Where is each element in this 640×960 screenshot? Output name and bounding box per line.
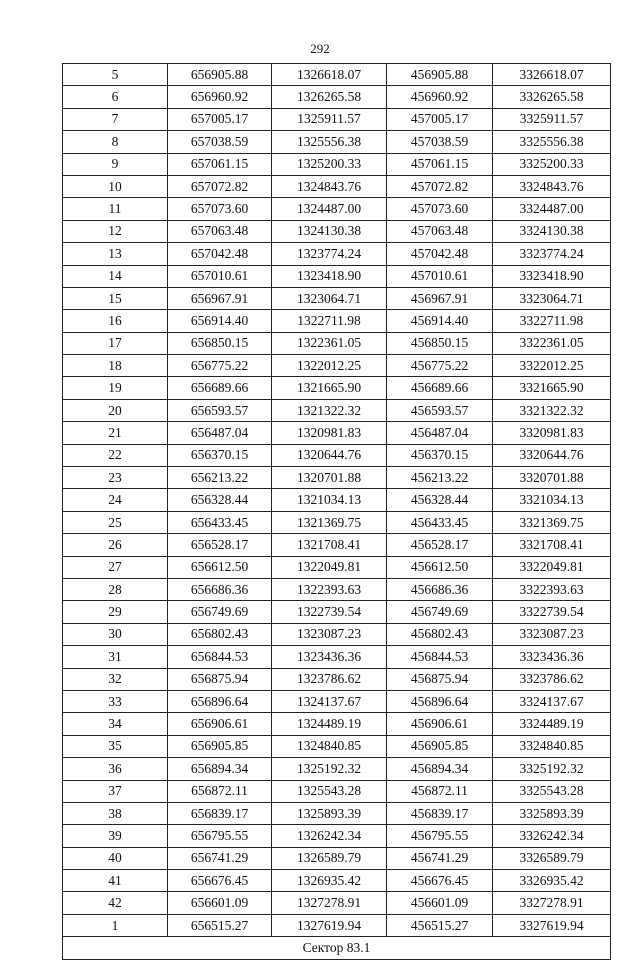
x-msk-coordinate-cell: 456370.15 [387, 444, 493, 466]
table-row [63, 556, 611, 578]
table-row [63, 131, 611, 153]
x-msk-coordinate-cell: 457042.48 [387, 243, 493, 265]
y-coordinate-cell: 1323418.90 [272, 265, 387, 287]
x-msk-coordinate-cell: 456960.92 [387, 86, 493, 108]
y-msk-coordinate-cell: 3320644.76 [493, 444, 611, 466]
point-number-cell: 1 [63, 914, 168, 936]
point-number-cell: 38 [63, 802, 168, 824]
x-msk-coordinate-cell: 456839.17 [387, 802, 493, 824]
x-msk-coordinate-cell: 456528.17 [387, 534, 493, 556]
x-msk-coordinate-cell: 456741.29 [387, 847, 493, 869]
y-coordinate-cell: 1322049.81 [272, 556, 387, 578]
x-coordinate-cell: 657038.59 [168, 131, 272, 153]
x-coordinate-cell: 656741.29 [168, 847, 272, 869]
x-coordinate-cell: 656850.15 [168, 332, 272, 354]
table-row [63, 870, 611, 892]
point-number-cell: 27 [63, 556, 168, 578]
y-msk-coordinate-cell: 3320981.83 [493, 422, 611, 444]
y-coordinate-cell: 1326265.58 [272, 86, 387, 108]
y-coordinate-cell: 1320981.83 [272, 422, 387, 444]
y-coordinate-cell: 1326242.34 [272, 825, 387, 847]
point-number-cell: 8 [63, 131, 168, 153]
point-number-cell: 21 [63, 422, 168, 444]
x-msk-coordinate-cell: 456213.22 [387, 467, 493, 489]
table-row [63, 892, 611, 914]
y-msk-coordinate-cell: 3325192.32 [493, 758, 611, 780]
x-coordinate-cell: 657063.48 [168, 220, 272, 242]
coordinates-table [62, 63, 611, 960]
point-number-cell: 25 [63, 511, 168, 533]
x-coordinate-cell: 657042.48 [168, 243, 272, 265]
y-msk-coordinate-cell: 3321322.32 [493, 399, 611, 421]
point-number-cell: 41 [63, 870, 168, 892]
point-number-cell: 42 [63, 892, 168, 914]
point-number-cell: 10 [63, 175, 168, 197]
table-row [63, 623, 611, 645]
x-msk-coordinate-cell: 456686.36 [387, 578, 493, 600]
table-row [63, 243, 611, 265]
table-row [63, 489, 611, 511]
y-msk-coordinate-cell: 3327619.94 [493, 914, 611, 936]
x-coordinate-cell: 656872.11 [168, 780, 272, 802]
table-row [63, 578, 611, 600]
coordinates-table-body [63, 64, 611, 937]
table-row [63, 735, 611, 757]
x-msk-coordinate-cell: 456775.22 [387, 355, 493, 377]
y-msk-coordinate-cell: 3323418.90 [493, 265, 611, 287]
y-coordinate-cell: 1326618.07 [272, 64, 387, 86]
x-coordinate-cell: 656914.40 [168, 310, 272, 332]
x-coordinate-cell: 656612.50 [168, 556, 272, 578]
x-msk-coordinate-cell: 456689.66 [387, 377, 493, 399]
table-row [63, 355, 611, 377]
y-coordinate-cell: 1322711.98 [272, 310, 387, 332]
y-coordinate-cell: 1324840.85 [272, 735, 387, 757]
y-msk-coordinate-cell: 3325911.57 [493, 108, 611, 130]
x-coordinate-cell: 656515.27 [168, 914, 272, 936]
y-msk-coordinate-cell: 3324130.38 [493, 220, 611, 242]
point-number-cell: 35 [63, 735, 168, 757]
y-coordinate-cell: 1325556.38 [272, 131, 387, 153]
x-coordinate-cell: 656749.69 [168, 601, 272, 623]
x-msk-coordinate-cell: 456676.45 [387, 870, 493, 892]
point-number-cell: 22 [63, 444, 168, 466]
y-coordinate-cell: 1320644.76 [272, 444, 387, 466]
x-msk-coordinate-cell: 457072.82 [387, 175, 493, 197]
x-msk-coordinate-cell: 456328.44 [387, 489, 493, 511]
y-coordinate-cell: 1326589.79 [272, 847, 387, 869]
x-coordinate-cell: 656905.88 [168, 64, 272, 86]
x-msk-coordinate-cell: 456487.04 [387, 422, 493, 444]
x-msk-coordinate-cell: 457005.17 [387, 108, 493, 130]
x-msk-coordinate-cell: 456749.69 [387, 601, 493, 623]
x-coordinate-cell: 657073.60 [168, 198, 272, 220]
table-row [63, 467, 611, 489]
table-row [63, 377, 611, 399]
point-number-cell: 29 [63, 601, 168, 623]
table-row [63, 802, 611, 824]
y-msk-coordinate-cell: 3325556.38 [493, 131, 611, 153]
y-coordinate-cell: 1322739.54 [272, 601, 387, 623]
x-msk-coordinate-cell: 457061.15 [387, 153, 493, 175]
x-coordinate-cell: 656802.43 [168, 623, 272, 645]
table-row [63, 64, 611, 86]
x-msk-coordinate-cell: 457010.61 [387, 265, 493, 287]
point-number-cell: 17 [63, 332, 168, 354]
y-msk-coordinate-cell: 3323774.24 [493, 243, 611, 265]
y-msk-coordinate-cell: 3322012.25 [493, 355, 611, 377]
point-number-cell: 37 [63, 780, 168, 802]
table-row [63, 198, 611, 220]
y-coordinate-cell: 1323087.23 [272, 623, 387, 645]
page-number: 292 [310, 41, 330, 56]
y-msk-coordinate-cell: 3321708.41 [493, 534, 611, 556]
x-msk-coordinate-cell: 456894.34 [387, 758, 493, 780]
y-coordinate-cell: 1322393.63 [272, 578, 387, 600]
y-msk-coordinate-cell: 3326935.42 [493, 870, 611, 892]
y-coordinate-cell: 1323786.62 [272, 668, 387, 690]
x-coordinate-cell: 657010.61 [168, 265, 272, 287]
y-msk-coordinate-cell: 3322049.81 [493, 556, 611, 578]
y-msk-coordinate-cell: 3325543.28 [493, 780, 611, 802]
y-msk-coordinate-cell: 3323786.62 [493, 668, 611, 690]
x-coordinate-cell: 656328.44 [168, 489, 272, 511]
y-msk-coordinate-cell: 3322393.63 [493, 578, 611, 600]
x-msk-coordinate-cell: 456612.50 [387, 556, 493, 578]
table-row [63, 646, 611, 668]
x-coordinate-cell: 656844.53 [168, 646, 272, 668]
x-msk-coordinate-cell: 456802.43 [387, 623, 493, 645]
point-number-cell: 7 [63, 108, 168, 130]
table-row [63, 153, 611, 175]
x-coordinate-cell: 656433.45 [168, 511, 272, 533]
x-msk-coordinate-cell: 456844.53 [387, 646, 493, 668]
x-coordinate-cell: 656875.94 [168, 668, 272, 690]
table-row [63, 534, 611, 556]
point-number-cell: 34 [63, 713, 168, 735]
point-number-cell: 6 [63, 86, 168, 108]
x-msk-coordinate-cell: 456896.64 [387, 690, 493, 712]
y-msk-coordinate-cell: 3324489.19 [493, 713, 611, 735]
point-number-cell: 14 [63, 265, 168, 287]
x-coordinate-cell: 657005.17 [168, 108, 272, 130]
y-coordinate-cell: 1325192.32 [272, 758, 387, 780]
y-msk-coordinate-cell: 3326265.58 [493, 86, 611, 108]
y-coordinate-cell: 1324489.19 [272, 713, 387, 735]
y-msk-coordinate-cell: 3325893.39 [493, 802, 611, 824]
x-coordinate-cell: 656906.61 [168, 713, 272, 735]
x-msk-coordinate-cell: 456905.85 [387, 735, 493, 757]
x-coordinate-cell: 656967.91 [168, 287, 272, 309]
point-number-cell: 31 [63, 646, 168, 668]
table-row [63, 287, 611, 309]
y-msk-coordinate-cell: 3321034.13 [493, 489, 611, 511]
table-row [63, 86, 611, 108]
y-coordinate-cell: 1321665.90 [272, 377, 387, 399]
table-row [63, 444, 611, 466]
y-msk-coordinate-cell: 3323087.23 [493, 623, 611, 645]
point-number-cell: 12 [63, 220, 168, 242]
point-number-cell: 39 [63, 825, 168, 847]
table-row [63, 332, 611, 354]
y-coordinate-cell: 1325911.57 [272, 108, 387, 130]
y-msk-coordinate-cell: 3324137.67 [493, 690, 611, 712]
x-coordinate-cell: 656905.85 [168, 735, 272, 757]
point-number-cell: 40 [63, 847, 168, 869]
y-msk-coordinate-cell: 3323064.71 [493, 287, 611, 309]
point-number-cell: 23 [63, 467, 168, 489]
y-msk-coordinate-cell: 3326589.79 [493, 847, 611, 869]
x-coordinate-cell: 656896.64 [168, 690, 272, 712]
table-row [63, 668, 611, 690]
point-number-cell: 30 [63, 623, 168, 645]
x-coordinate-cell: 657061.15 [168, 153, 272, 175]
x-msk-coordinate-cell: 456967.91 [387, 287, 493, 309]
x-msk-coordinate-cell: 457073.60 [387, 198, 493, 220]
y-coordinate-cell: 1324843.76 [272, 175, 387, 197]
table-row [63, 175, 611, 197]
x-msk-coordinate-cell: 456593.57 [387, 399, 493, 421]
table-row [63, 108, 611, 130]
y-coordinate-cell: 1325543.28 [272, 780, 387, 802]
y-msk-coordinate-cell: 3322361.05 [493, 332, 611, 354]
x-coordinate-cell: 656795.55 [168, 825, 272, 847]
y-coordinate-cell: 1327278.91 [272, 892, 387, 914]
y-coordinate-cell: 1325200.33 [272, 153, 387, 175]
x-msk-coordinate-cell: 456914.40 [387, 310, 493, 332]
point-number-cell: 16 [63, 310, 168, 332]
x-coordinate-cell: 656686.36 [168, 578, 272, 600]
x-msk-coordinate-cell: 456905.88 [387, 64, 493, 86]
table-row [63, 511, 611, 533]
y-coordinate-cell: 1327619.94 [272, 914, 387, 936]
x-msk-coordinate-cell: 456872.11 [387, 780, 493, 802]
point-number-cell: 33 [63, 690, 168, 712]
point-number-cell: 9 [63, 153, 168, 175]
y-msk-coordinate-cell: 3327278.91 [493, 892, 611, 914]
y-msk-coordinate-cell: 3323436.36 [493, 646, 611, 668]
y-coordinate-cell: 1320701.88 [272, 467, 387, 489]
table-row [63, 847, 611, 869]
x-coordinate-cell: 656213.22 [168, 467, 272, 489]
x-coordinate-cell: 656960.92 [168, 86, 272, 108]
x-msk-coordinate-cell: 457038.59 [387, 131, 493, 153]
sector-label: Сектор 83.1 [63, 937, 611, 960]
point-number-cell: 24 [63, 489, 168, 511]
table-row [63, 690, 611, 712]
y-coordinate-cell: 1321322.32 [272, 399, 387, 421]
table-row [63, 399, 611, 421]
y-coordinate-cell: 1321708.41 [272, 534, 387, 556]
x-coordinate-cell: 656775.22 [168, 355, 272, 377]
point-number-cell: 28 [63, 578, 168, 600]
x-coordinate-cell: 656370.15 [168, 444, 272, 466]
point-number-cell: 19 [63, 377, 168, 399]
y-msk-coordinate-cell: 3321369.75 [493, 511, 611, 533]
y-msk-coordinate-cell: 3326242.34 [493, 825, 611, 847]
point-number-cell: 13 [63, 243, 168, 265]
y-msk-coordinate-cell: 3325200.33 [493, 153, 611, 175]
y-msk-coordinate-cell: 3324840.85 [493, 735, 611, 757]
y-coordinate-cell: 1324487.00 [272, 198, 387, 220]
point-number-cell: 20 [63, 399, 168, 421]
table-row [63, 914, 611, 936]
y-coordinate-cell: 1321369.75 [272, 511, 387, 533]
x-coordinate-cell: 656839.17 [168, 802, 272, 824]
x-msk-coordinate-cell: 456601.09 [387, 892, 493, 914]
x-coordinate-cell: 656676.45 [168, 870, 272, 892]
table-row [63, 825, 611, 847]
y-msk-coordinate-cell: 3322739.54 [493, 601, 611, 623]
x-msk-coordinate-cell: 456795.55 [387, 825, 493, 847]
point-number-cell: 36 [63, 758, 168, 780]
x-msk-coordinate-cell: 457063.48 [387, 220, 493, 242]
y-coordinate-cell: 1322361.05 [272, 332, 387, 354]
y-msk-coordinate-cell: 3322711.98 [493, 310, 611, 332]
table-row [63, 310, 611, 332]
x-coordinate-cell: 656528.17 [168, 534, 272, 556]
x-coordinate-cell: 656689.66 [168, 377, 272, 399]
x-msk-coordinate-cell: 456906.61 [387, 713, 493, 735]
y-coordinate-cell: 1321034.13 [272, 489, 387, 511]
x-coordinate-cell: 656894.34 [168, 758, 272, 780]
table-row [63, 713, 611, 735]
y-msk-coordinate-cell: 3324487.00 [493, 198, 611, 220]
y-coordinate-cell: 1322012.25 [272, 355, 387, 377]
point-number-cell: 15 [63, 287, 168, 309]
table-row [63, 601, 611, 623]
table-row [63, 220, 611, 242]
y-msk-coordinate-cell: 3321665.90 [493, 377, 611, 399]
table-row [63, 780, 611, 802]
y-msk-coordinate-cell: 3324843.76 [493, 175, 611, 197]
y-coordinate-cell: 1326935.42 [272, 870, 387, 892]
y-msk-coordinate-cell: 3320701.88 [493, 467, 611, 489]
x-msk-coordinate-cell: 456850.15 [387, 332, 493, 354]
x-coordinate-cell: 657072.82 [168, 175, 272, 197]
table-row [63, 265, 611, 287]
point-number-cell: 32 [63, 668, 168, 690]
y-coordinate-cell: 1324137.67 [272, 690, 387, 712]
point-number-cell: 26 [63, 534, 168, 556]
sector-row [63, 937, 611, 960]
x-msk-coordinate-cell: 456433.45 [387, 511, 493, 533]
y-coordinate-cell: 1323774.24 [272, 243, 387, 265]
y-coordinate-cell: 1323436.36 [272, 646, 387, 668]
x-coordinate-cell: 656601.09 [168, 892, 272, 914]
point-number-cell: 11 [63, 198, 168, 220]
table-row [63, 758, 611, 780]
x-coordinate-cell: 656487.04 [168, 422, 272, 444]
point-number-cell: 5 [63, 64, 168, 86]
x-msk-coordinate-cell: 456875.94 [387, 668, 493, 690]
y-msk-coordinate-cell: 3326618.07 [493, 64, 611, 86]
table-row [63, 422, 611, 444]
y-coordinate-cell: 1323064.71 [272, 287, 387, 309]
x-msk-coordinate-cell: 456515.27 [387, 914, 493, 936]
y-coordinate-cell: 1324130.38 [272, 220, 387, 242]
point-number-cell: 18 [63, 355, 168, 377]
y-coordinate-cell: 1325893.39 [272, 802, 387, 824]
x-coordinate-cell: 656593.57 [168, 399, 272, 421]
